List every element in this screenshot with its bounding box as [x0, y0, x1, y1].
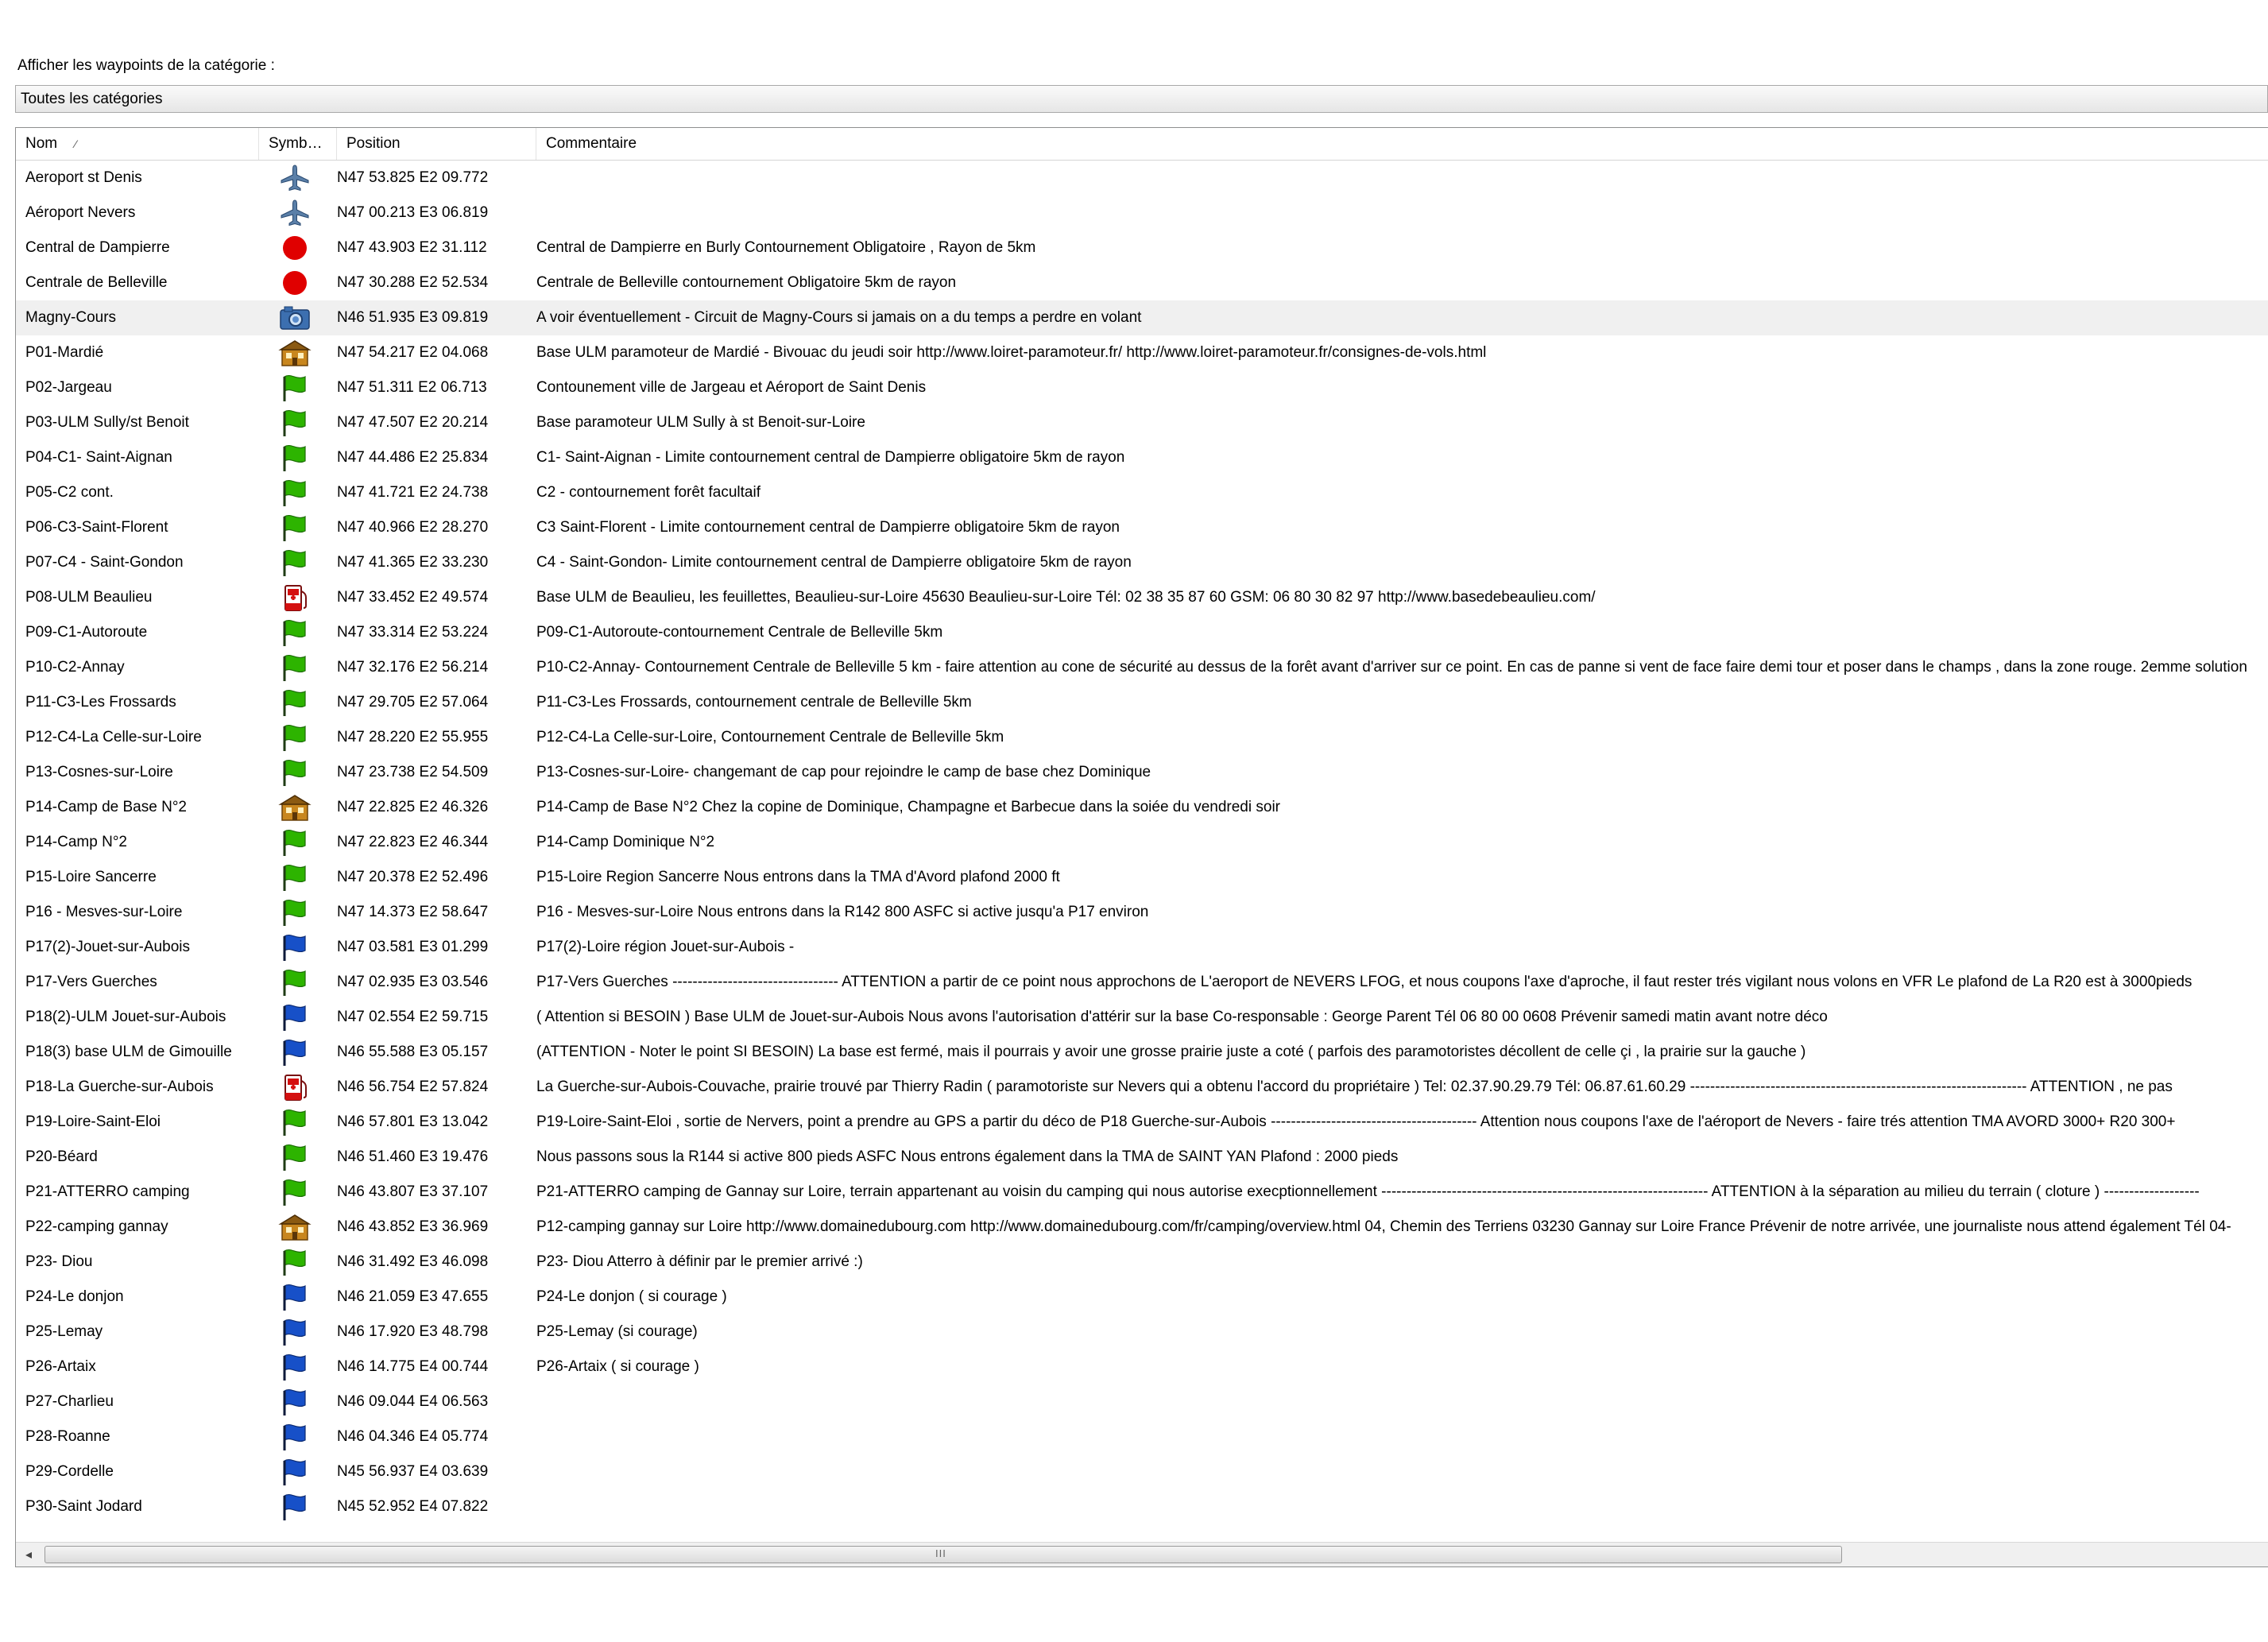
table-row[interactable] — [16, 930, 2268, 965]
blue-flag-icon — [259, 930, 339, 965]
waypoint-position: N47 23.738 E2 54.509 — [337, 764, 489, 780]
waypoint-name: Magny-Cours — [25, 309, 117, 326]
waypoint-comment: P09-C1-Autoroute-contournement Centrale de Belleville 5km — [536, 624, 943, 641]
table-row[interactable] — [16, 720, 2268, 755]
table-row[interactable] — [16, 545, 2268, 580]
waypoint-position: N47 33.452 E2 49.574 — [337, 589, 489, 606]
lodging-icon — [259, 1210, 339, 1245]
waypoint-position: N47 30.288 E2 52.534 — [337, 274, 489, 291]
waypoint-list — [15, 127, 2268, 1567]
table-row[interactable] — [16, 230, 2268, 265]
waypoint-position: N47 00.213 E3 06.819 — [337, 204, 489, 221]
waypoint-position: N47 20.378 E2 52.496 — [337, 869, 489, 885]
waypoint-comment: P24-Le donjon ( si courage ) — [536, 1288, 727, 1305]
waypoint-comment: C2 - contournement forêt facultaif — [536, 484, 761, 501]
waypoint-name: P14-Camp N°2 — [25, 834, 127, 850]
waypoint-position: N47 03.581 E3 01.299 — [337, 939, 489, 955]
waypoint-comment: C3 Saint-Florent - Limite contournement central de Dampierre obligatoire 5km de rayon — [536, 519, 1120, 536]
waypoint-position: N47 02.935 E3 03.546 — [337, 974, 489, 990]
table-row[interactable] — [16, 370, 2268, 405]
waypoint-name: P27-Charlieu — [25, 1393, 114, 1410]
table-row[interactable] — [16, 580, 2268, 615]
waypoint-position: N46 43.807 E3 37.107 — [337, 1183, 489, 1200]
waypoint-name: P12-C4-La Celle-sur-Loire — [25, 729, 202, 745]
waypoint-name: P19-Loire-Saint-Eloi — [25, 1113, 161, 1130]
waypoint-comment — [536, 1489, 2268, 1524]
waypoint-position: N45 52.952 E4 07.822 — [337, 1498, 489, 1515]
lodging-icon — [259, 335, 339, 370]
green-flag-icon — [259, 755, 339, 790]
table-row[interactable] — [16, 440, 2268, 475]
waypoint-comment: P21-ATTERRO camping de Gannay sur Loire, terrain appartenant au voisin du camping qui nous autorise execptionnellement ----------------------------------------------------------------- ATTENTION à la séparation au milieu du terrain ( cloture ) ------------------- — [536, 1183, 2200, 1200]
scroll-left-arrow-icon[interactable]: ◂ — [25, 1548, 33, 1562]
scroll-grip-icon: III — [935, 1547, 946, 1559]
waypoint-name: P13-Cosnes-sur-Loire — [25, 764, 173, 780]
column-header-symbol[interactable]: Symb… — [259, 128, 337, 160]
green-flag-icon — [259, 685, 339, 720]
table-row[interactable] — [16, 1280, 2268, 1315]
fuel-pump-icon — [259, 580, 339, 615]
waypoint-position: N46 57.801 E3 13.042 — [337, 1113, 489, 1130]
category-select[interactable]: Toutes les catégories — [15, 85, 2268, 113]
green-flag-icon — [259, 965, 339, 1000]
table-row[interactable] — [16, 405, 2268, 440]
green-flag-icon — [259, 895, 339, 930]
table-row[interactable] — [16, 475, 2268, 510]
blue-flag-icon — [259, 1280, 339, 1315]
waypoint-comment: P13-Cosnes-sur-Loire- changemant de cap pour rejoindre le camp de base chez Dominique — [536, 764, 1151, 780]
waypoint-comment: P11-C3-Les Frossards, contournement centrale de Belleville 5km — [536, 694, 972, 711]
waypoint-position: N47 22.823 E2 46.344 — [337, 834, 489, 850]
waypoint-position: N47 43.903 E2 31.112 — [337, 239, 487, 256]
waypoint-position: N46 04.346 E4 05.774 — [337, 1428, 489, 1445]
waypoint-position: N47 32.176 E2 56.214 — [337, 659, 489, 676]
table-row[interactable] — [16, 685, 2268, 720]
waypoint-comment: P16 - Mesves-sur-Loire Nous entrons dans la R142 800 ASFC si active jusqu'a P17 environ — [536, 904, 1149, 920]
waypoint-comment: Base paramoteur ULM Sully à st Benoit-sur-Loire — [536, 414, 865, 431]
horizontal-scrollbar[interactable] — [16, 1542, 2268, 1567]
waypoint-comment: Centrale de Belleville contournement Obligatoire 5km de rayon — [536, 274, 957, 291]
waypoint-comment: P14-Camp de Base N°2 Chez la copine de Dominique, Champagne et Barbecue dans la soiée du vendredi soir — [536, 799, 1280, 815]
waypoint-comment — [536, 1384, 2268, 1419]
waypoint-position: N46 31.492 E3 46.098 — [337, 1253, 489, 1270]
waypoint-comment: P10-C2-Annay- Contournement Centrale de Belleville 5 km - faire attention au cone de sécurité au dessus de la forêt avant d'arriver sur ce point. En cas de panne si vent de face faire demi tour et poser dans le champs , dans la zone rouge. 2emme solution — [536, 659, 2247, 676]
waypoint-name: P23- Diou — [25, 1253, 93, 1270]
waypoint-name: P24-Le donjon — [25, 1288, 124, 1305]
table-row[interactable] — [16, 196, 2268, 230]
waypoint-position: N47 02.554 E2 59.715 — [337, 1009, 489, 1025]
waypoint-name: P04-C1- Saint-Aignan — [25, 449, 172, 466]
fuel-pump-icon — [259, 1070, 339, 1105]
waypoint-comment: Nous passons sous la R144 si active 800 pieds ASFC Nous entrons également dans la TMA de SAINT YAN Plafond : 2000 pieds — [536, 1148, 1399, 1165]
waypoint-position: N45 56.937 E4 03.639 — [337, 1463, 489, 1480]
table-row[interactable] — [16, 1105, 2268, 1140]
blue-flag-icon — [259, 1035, 339, 1070]
waypoint-position: N47 28.220 E2 55.955 — [337, 729, 489, 745]
waypoint-position: N47 41.721 E2 24.738 — [337, 484, 489, 501]
waypoint-name: P09-C1-Autoroute — [25, 624, 148, 641]
green-flag-icon — [259, 650, 339, 685]
waypoint-name: Aeroport st Denis — [25, 169, 142, 186]
table-row[interactable] — [16, 1245, 2268, 1280]
waypoint-name: P05-C2 cont. — [25, 484, 114, 501]
waypoint-comment: ( Attention si BESOIN ) Base ULM de Jouet-sur-Aubois Nous avons l'autorisation d'attérir sur la base Co-responsable : George Parent Tél 06 80 00 0608 Prévenir samedi matin avant notre déco — [536, 1009, 1828, 1025]
green-flag-icon — [259, 1105, 339, 1140]
red-dot-icon — [259, 230, 339, 265]
table-row[interactable] — [16, 265, 2268, 300]
waypoint-position: N46 51.935 E3 09.819 — [337, 309, 489, 326]
table-row[interactable] — [16, 1175, 2268, 1210]
waypoint-name: P02-Jargeau — [25, 379, 112, 396]
table-row[interactable] — [16, 1140, 2268, 1175]
green-flag-icon — [259, 370, 339, 405]
blue-flag-icon — [259, 1454, 339, 1489]
waypoint-name: P18(3) base ULM de Gimouille — [25, 1044, 232, 1060]
waypoint-name: P18-La Guerche-sur-Aubois — [25, 1079, 214, 1095]
table-row[interactable] — [16, 1350, 2268, 1384]
waypoint-position: N46 14.775 E4 00.744 — [337, 1358, 489, 1375]
waypoint-comment: P15-Loire Region Sancerre Nous entrons dans la TMA d'Avord plafond 2000 ft — [536, 869, 1060, 885]
waypoint-position: N46 43.852 E3 36.969 — [337, 1218, 489, 1235]
waypoint-comment: P17(2)-Loire région Jouet-sur-Aubois - — [536, 939, 795, 955]
table-row[interactable] — [16, 1419, 2268, 1454]
waypoint-position: N47 33.314 E2 53.224 — [337, 624, 489, 641]
waypoint-name: P28-Roanne — [25, 1428, 110, 1445]
waypoint-position: N46 56.754 E2 57.824 — [337, 1079, 489, 1095]
green-flag-icon — [259, 545, 339, 580]
waypoint-name: P01-Mardié — [25, 344, 104, 361]
waypoint-position: N46 21.059 E3 47.655 — [337, 1288, 489, 1305]
list-header — [16, 128, 2268, 161]
waypoint-comment: P17-Vers Guerches --------------------------------- ATTENTION a partir de ce point nous approchons de L'aeroport de NEVERS LFOG, et nous coupons l'axe d'aproche, il faut rester trés vigilant nous volons en VFR Le plafond de La R20 est à 3000pieds — [536, 974, 2193, 990]
waypoint-name: P18(2)-ULM Jouet-sur-Aubois — [25, 1009, 226, 1025]
blue-flag-icon — [259, 1489, 339, 1524]
camera-icon — [259, 300, 339, 335]
green-flag-icon — [259, 1245, 339, 1280]
airplane-icon — [259, 196, 339, 230]
waypoint-position: N46 09.044 E4 06.563 — [337, 1393, 489, 1410]
waypoint-name: P25-Lemay — [25, 1323, 103, 1340]
waypoint-comment: (ATTENTION - Noter le point SI BESOIN) La base est fermé, mais il pourrais y avoir une grosse prairie juste a coté ( parfois des paramotoristes décollent de celle çi , la prairie sur la gauche ) — [536, 1044, 1806, 1060]
green-flag-icon — [259, 405, 339, 440]
waypoint-comment: P14-Camp Dominique N°2 — [536, 834, 715, 850]
table-row[interactable] — [16, 825, 2268, 860]
lodging-icon — [259, 790, 339, 825]
table-row[interactable] — [16, 1384, 2268, 1419]
waypoint-name: P17(2)-Jouet-sur-Aubois — [25, 939, 190, 955]
waypoint-name: P17-Vers Guerches — [25, 974, 157, 990]
waypoint-position: N47 44.486 E2 25.834 — [337, 449, 489, 466]
waypoint-position: N47 22.825 E2 46.326 — [337, 799, 489, 815]
waypoint-name: P26-Artaix — [25, 1358, 96, 1375]
waypoint-name: P11-C3-Les Frossards — [25, 694, 176, 711]
table-row[interactable] — [16, 860, 2268, 895]
table-row[interactable] — [16, 615, 2268, 650]
waypoint-position: N47 51.311 E2 06.713 — [337, 379, 487, 396]
waypoint-position: N47 40.966 E2 28.270 — [337, 519, 489, 536]
waypoint-name: Aéroport Nevers — [25, 204, 136, 221]
waypoint-comment — [536, 161, 2268, 196]
waypoint-comment: C4 - Saint-Gondon- Limite contournement central de Dampierre obligatoire 5km de rayon — [536, 554, 1132, 571]
waypoint-comment: La Guerche-sur-Aubois-Couvache, prairie trouvé par Thierry Radin ( paramotoriste sur Nevers qui a obtenu l'accord du propriétaire ) Tel: 02.37.90.29.79 Tél: 06.87.61.60.29 ------------------------------------------------------------------- ATTENTION , ne pas — [536, 1079, 2173, 1095]
table-row[interactable] — [16, 1000, 2268, 1035]
waypoint-position: N46 51.460 E3 19.476 — [337, 1148, 489, 1165]
red-dot-icon — [259, 265, 339, 300]
waypoint-name: P16 - Mesves-sur-Loire — [25, 904, 183, 920]
blue-flag-icon — [259, 1384, 339, 1419]
waypoint-comment: C1- Saint-Aignan - Limite contournement central de Dampierre obligatoire 5km de rayon — [536, 449, 1125, 466]
table-row[interactable] — [16, 755, 2268, 790]
table-row[interactable] — [16, 1454, 2268, 1489]
table-row[interactable] — [16, 650, 2268, 685]
waypoint-comment — [536, 1419, 2268, 1454]
category-filter-label: Afficher les waypoints de la catégorie : — [17, 57, 275, 74]
green-flag-icon — [259, 440, 339, 475]
waypoint-name: P20-Béard — [25, 1148, 98, 1165]
column-header-name-label: Nom — [25, 135, 58, 152]
scroll-thumb[interactable] — [45, 1546, 1842, 1563]
column-header-position[interactable]: Position — [337, 128, 536, 160]
waypoint-name: P14-Camp de Base N°2 — [25, 799, 187, 815]
waypoint-comment: Base ULM paramoteur de Mardié - Bivouac du jeudi soir http://www.loiret-paramoteur.fr/ http://www.loiret-paramoteur.fr/consignes-de-vols.html — [536, 344, 1487, 361]
waypoint-name: Central de Dampierre — [25, 239, 170, 256]
waypoint-position: N47 14.373 E2 58.647 — [337, 904, 489, 920]
table-row[interactable] — [16, 895, 2268, 930]
waypoint-comment — [536, 196, 2268, 230]
table-row[interactable] — [16, 1315, 2268, 1350]
waypoint-name: P29-Cordelle — [25, 1463, 114, 1480]
waypoint-comment: P25-Lemay (si courage) — [536, 1323, 698, 1340]
waypoint-name: Centrale de Belleville — [25, 274, 168, 291]
waypoint-comment: Base ULM de Beaulieu, les feuillettes, Beaulieu-sur-Loire 45630 Beaulieu-sur-Loire Tél: 02 38 35 87 60 GSM: 06 80 30 82 97 http://www.basedebeaulieu.com/ — [536, 589, 1596, 606]
waypoint-name: P30-Saint Jodard — [25, 1498, 142, 1515]
green-flag-icon — [259, 615, 339, 650]
waypoint-position: N46 17.920 E3 48.798 — [337, 1323, 489, 1340]
waypoint-name: P03-ULM Sully/st Benoit — [25, 414, 189, 431]
waypoint-position: N47 54.217 E2 04.068 — [337, 344, 489, 361]
airplane-icon — [259, 161, 339, 196]
table-row[interactable] — [16, 1070, 2268, 1105]
table-row[interactable] — [16, 1210, 2268, 1245]
table-row[interactable] — [16, 965, 2268, 1000]
waypoint-name: P21-ATTERRO camping — [25, 1183, 190, 1200]
green-flag-icon — [259, 1140, 339, 1175]
table-row[interactable] — [16, 1035, 2268, 1070]
green-flag-icon — [259, 825, 339, 860]
green-flag-icon — [259, 1175, 339, 1210]
blue-flag-icon — [259, 1419, 339, 1454]
table-row[interactable] — [16, 1489, 2268, 1524]
waypoint-name: P22-camping gannay — [25, 1218, 168, 1235]
column-header-comment[interactable]: Commentaire — [546, 135, 637, 152]
green-flag-icon — [259, 720, 339, 755]
table-row[interactable] — [16, 161, 2268, 196]
waypoint-comment — [536, 1454, 2268, 1489]
blue-flag-icon — [259, 1315, 339, 1350]
green-flag-icon — [259, 475, 339, 510]
column-header-name[interactable] — [16, 128, 259, 160]
table-row[interactable] — [16, 790, 2268, 825]
waypoint-comment: P23- Diou Atterro à définir par le premier arrivé :) — [536, 1253, 863, 1270]
waypoint-comment: Central de Dampierre en Burly Contournement Obligatoire , Rayon de 5km — [536, 239, 1036, 256]
waypoint-comment: P19-Loire-Saint-Eloi , sortie de Nervers, point a prendre au GPS a partir du déco de P18 Guerche-sur-Aubois ----------------------------------------- Attention nous coupons l'axe de l'aéroport de Nevers - faire trés attention TMA AVORD 3000+ R20 300+ — [536, 1113, 2176, 1130]
green-flag-icon — [259, 860, 339, 895]
table-row[interactable] — [16, 510, 2268, 545]
waypoint-name: P07-C4 - Saint-Gondon — [25, 554, 184, 571]
waypoint-name: P10-C2-Annay — [25, 659, 125, 676]
waypoint-name: P06-C3-Saint-Florent — [25, 519, 168, 536]
waypoint-position: N47 47.507 E2 20.214 — [337, 414, 489, 431]
waypoint-position: N46 55.588 E3 05.157 — [337, 1044, 489, 1060]
waypoint-comment: A voir éventuellement - Circuit de Magny-Cours si jamais on a du temps a perdre en volant — [536, 309, 1142, 326]
waypoint-name: P15-Loire Sancerre — [25, 869, 157, 885]
waypoint-position: N47 29.705 E2 57.064 — [337, 694, 489, 711]
waypoint-comment: Contounement ville de Jargeau et Aéroport de Saint Denis — [536, 379, 927, 396]
green-flag-icon — [259, 510, 339, 545]
blue-flag-icon — [259, 1000, 339, 1035]
waypoint-position: N47 53.825 E2 09.772 — [337, 169, 489, 186]
sort-indicator-icon: ⁄ — [75, 137, 77, 150]
waypoint-comment: P26-Artaix ( si courage ) — [536, 1358, 699, 1375]
waypoint-name: P08-ULM Beaulieu — [25, 589, 153, 606]
waypoint-comment: P12-camping gannay sur Loire http://www.domainedubourg.com http://www.domainedubourg.com/fr/camping/overview.html 04, Chemin des Terriens 03230 Gannay sur Loire France Prévenir de notre arrivée, une journaliste nous attend également Tél 04- — [536, 1218, 2231, 1235]
table-row[interactable] — [16, 335, 2268, 370]
blue-flag-icon — [259, 1350, 339, 1384]
waypoint-position: N47 41.365 E2 33.230 — [337, 554, 489, 571]
waypoint-comment: P12-C4-La Celle-sur-Loire, Contournement Centrale de Belleville 5km — [536, 729, 1004, 745]
table-row[interactable] — [16, 300, 2268, 335]
